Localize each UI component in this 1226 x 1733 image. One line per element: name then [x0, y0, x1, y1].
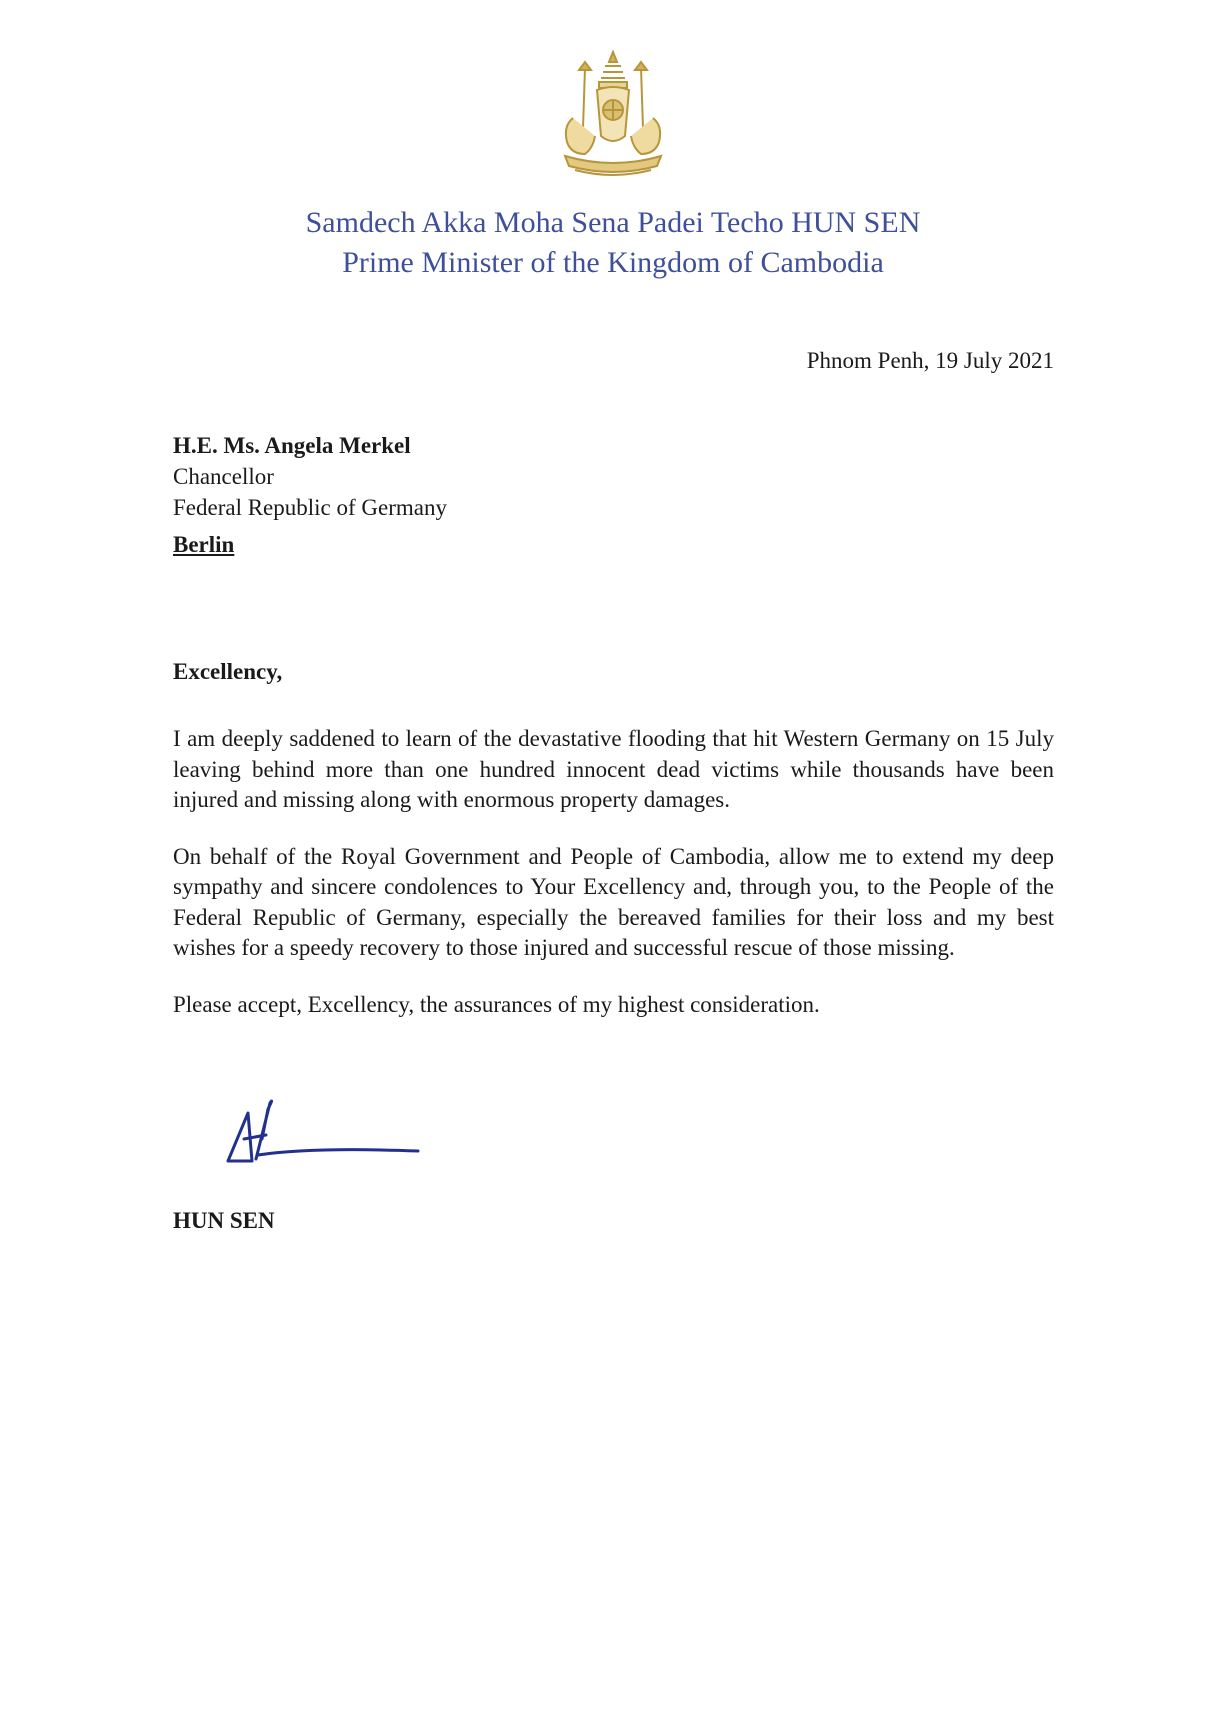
letter-date: Phnom Penh, 19 July 2021: [806, 348, 1054, 373]
body-paragraph: I am deeply saddened to learn of the devastative flooding that hit Western Germany on 15 July leaving behind more than one hundred innocent dead victims while thousands have been injured and missing along with enormous property damages.: [173, 726, 1054, 812]
signatory-name: HUN SEN: [173, 1208, 275, 1233]
letter-body: [173, 724, 1054, 1046]
recipient-block: [173, 430, 447, 560]
recipient-city: Berlin: [173, 532, 235, 557]
letterhead-title: Prime Minister of the Kingdom of Cambodia: [342, 246, 884, 279]
recipient-title: Chancellor: [173, 464, 274, 489]
body-paragraph: On behalf of the Royal Government and People of Cambodia, allow me to extend my deep sympathy and sincere condolences to Your Excellency and, through you, to the People of the Federal Republic of Germany, especially the bereaved families for their loss and my best wishes for a speedy recovery to those injured and successful rescue of those missing.: [173, 843, 1054, 960]
handwritten-signature-icon: [222, 1095, 422, 1175]
royal-coat-of-arms-icon: [545, 48, 681, 184]
recipient-name: H.E. Ms. Angela Merkel: [173, 433, 411, 458]
letterhead-name: Samdech Akka Moha Sena Padei Techo HUN SEN: [305, 206, 921, 239]
salutation: Excellency,: [173, 659, 283, 684]
recipient-country: Federal Republic of Germany: [173, 495, 447, 520]
body-paragraph: Please accept, Excellency, the assurances of my highest consideration.: [173, 991, 820, 1017]
letterhead: [0, 203, 1226, 283]
